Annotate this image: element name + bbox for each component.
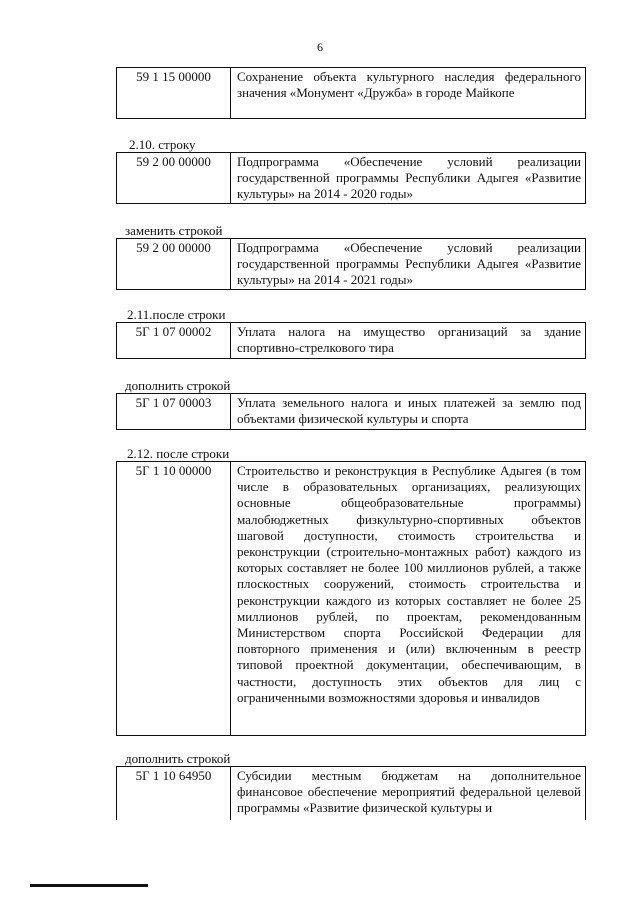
instruction-label: 2.12. после строки bbox=[127, 446, 230, 461]
classification-code: 59 2 00 00000 bbox=[117, 239, 231, 289]
classification-code: 5Г 1 07 00002 bbox=[117, 323, 231, 358]
row-description: Уплата налога на имущество организаций за здание спортивно-стрелкового тира bbox=[237, 324, 581, 356]
budget-row bbox=[116, 461, 586, 736]
budget-row bbox=[116, 67, 586, 119]
budget-row bbox=[116, 766, 586, 820]
row-description: Подпрограмма «Обеспечение условий реализации государственной программы Республики Адыгея «Развитие культуры» на 2014 - 2021 годы» bbox=[237, 240, 581, 288]
instruction-label: 2.11.после строки bbox=[127, 307, 226, 322]
classification-code: 5Г 1 10 00000 bbox=[117, 462, 231, 735]
row-description: Субсидии местным бюджетам на дополнительное финансовое обеспечение мероприятий федеральной целевой программы «Развитие физической культуры и bbox=[237, 768, 581, 816]
row-description: Строительство и реконструкция в Республике Адыгея (в том числе в образовательных организациях, реализующих основные общеобразовательные программы) малобюджетных физкультурно-спортивных объектов шаговой доступности, стоимость строительства и реконструкции (строительно-монтажных работ) каждого из которых составляет не более 100 миллионов рублей, а также плоскостных сооружений, стоимость строительства и реконструкции каждого из которых составляет не более 25 миллионов рублей, по проектам, рекомендованным Министерством спорта Российской Федерации для повторного применения и (или) включенным в реестр типовой проектной документации, обеспечивающим, в частности, доступность этих объектов для лиц с ограниченными возможностями здоровья и инвалидов bbox=[237, 463, 581, 705]
instruction-label: дополнить строкой bbox=[125, 751, 231, 766]
row-description: Уплата земельного налога и иных платежей за землю под объектами физической культуры и спорта bbox=[237, 395, 581, 427]
budget-row bbox=[116, 393, 586, 430]
instruction-label: заменить строкой bbox=[125, 223, 223, 238]
budget-row bbox=[116, 152, 586, 204]
classification-code: 5Г 1 07 00003 bbox=[117, 394, 231, 429]
row-description: Подпрограмма «Обеспечение условий реализации государственной программы Республики Адыгея «Развитие культуры» на 2014 - 2020 годы» bbox=[237, 154, 581, 202]
classification-code: 5Г 1 10 64950 bbox=[117, 767, 231, 820]
instruction-label: дополнить строкой bbox=[125, 378, 231, 393]
classification-code: 59 1 15 00000 bbox=[117, 68, 231, 118]
instruction-label: 2.10. строку bbox=[129, 137, 196, 152]
budget-row bbox=[116, 322, 586, 359]
row-description: Сохранение объекта культурного наследия федерального значения «Монумент «Дружба» в городе Майкопе bbox=[237, 69, 581, 101]
budget-row bbox=[116, 238, 586, 290]
classification-code: 59 2 00 00000 bbox=[117, 153, 231, 203]
footer-rule bbox=[30, 884, 148, 887]
page-number: 6 bbox=[317, 40, 323, 54]
